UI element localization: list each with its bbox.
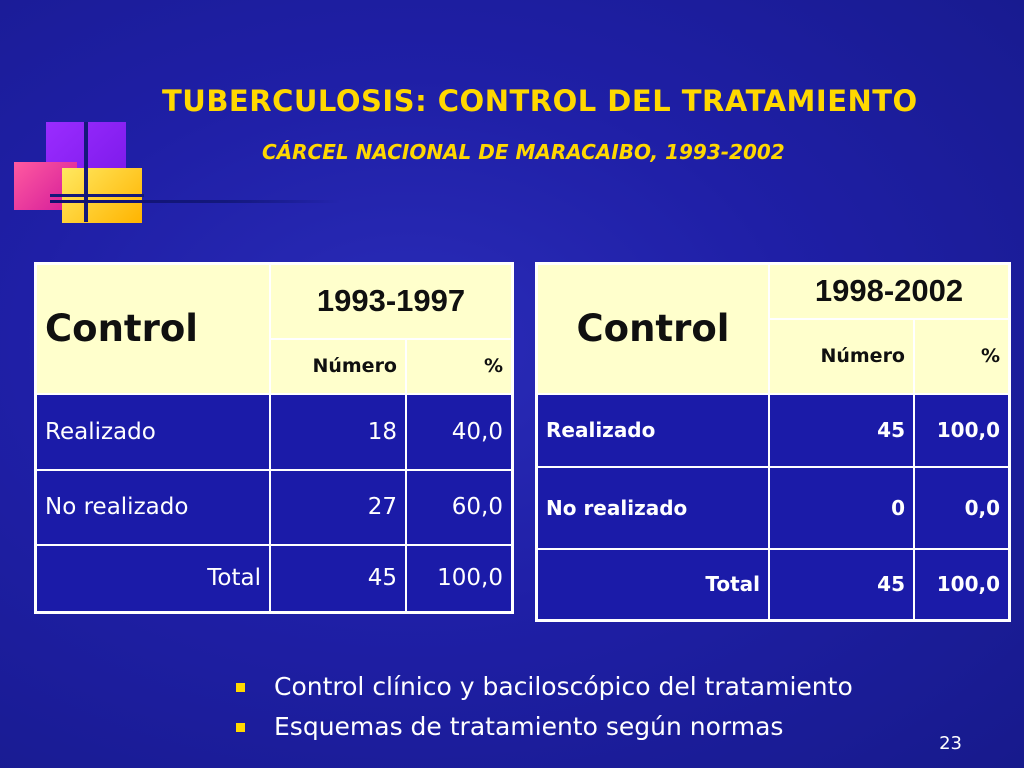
- table-row: [537, 467, 1010, 549]
- square-bullet-icon: [236, 723, 245, 732]
- bullet-item: [232, 708, 853, 748]
- table-header-control: Control: [537, 264, 770, 394]
- bullet-text: Esquemas de tratamiento según normas: [274, 712, 784, 741]
- row-percent: 40,0: [406, 394, 513, 470]
- table-header-control: Control: [36, 264, 271, 394]
- table-row: [36, 470, 513, 545]
- row-label: Realizado: [537, 394, 770, 467]
- table-row-total: [36, 545, 513, 613]
- bullet-item: [232, 668, 853, 708]
- row-number: 45: [769, 549, 914, 621]
- bullet-list: [232, 668, 853, 748]
- row-label: Total: [537, 549, 770, 621]
- table-1998-2002: [535, 262, 1011, 622]
- row-number: 27: [270, 470, 406, 545]
- decor-line-vertical: [84, 122, 88, 222]
- table-row: [36, 394, 513, 470]
- square-bullet-icon: [236, 683, 245, 692]
- column-header-number: Número: [270, 339, 406, 394]
- table-row-total: [537, 549, 1010, 621]
- column-header-percent: %: [914, 319, 1010, 394]
- row-percent: 0,0: [914, 467, 1010, 549]
- row-number: 0: [769, 467, 914, 549]
- row-label: No realizado: [36, 470, 271, 545]
- table-header-period: 1993-1997: [270, 264, 513, 339]
- row-number: 18: [270, 394, 406, 470]
- column-header-percent: %: [406, 339, 513, 394]
- decor-line-short: [50, 194, 144, 197]
- row-percent: 60,0: [406, 470, 513, 545]
- decor-line-horizontal: [50, 200, 340, 203]
- row-label: No realizado: [537, 467, 770, 549]
- column-header-number: Número: [769, 319, 914, 394]
- table-header-period: 1998-2002: [769, 264, 1010, 319]
- row-number: 45: [270, 545, 406, 613]
- row-label: Realizado: [36, 394, 271, 470]
- page-number: 23: [939, 733, 962, 754]
- row-percent: 100,0: [406, 545, 513, 613]
- row-percent: 100,0: [914, 394, 1010, 467]
- table-row: [537, 394, 1010, 467]
- bullet-text: Control clínico y baciloscópico del tratamiento: [274, 672, 853, 701]
- slide-title: TUBERCULOSIS: CONTROL DEL TRATAMIENTO: [162, 84, 918, 118]
- row-percent: 100,0: [914, 549, 1010, 621]
- slide-subtitle: CÁRCEL NACIONAL DE MARACAIBO, 1993-2002: [262, 140, 785, 164]
- table-1993-1997: [34, 262, 514, 614]
- row-number: 45: [769, 394, 914, 467]
- row-label: Total: [36, 545, 271, 613]
